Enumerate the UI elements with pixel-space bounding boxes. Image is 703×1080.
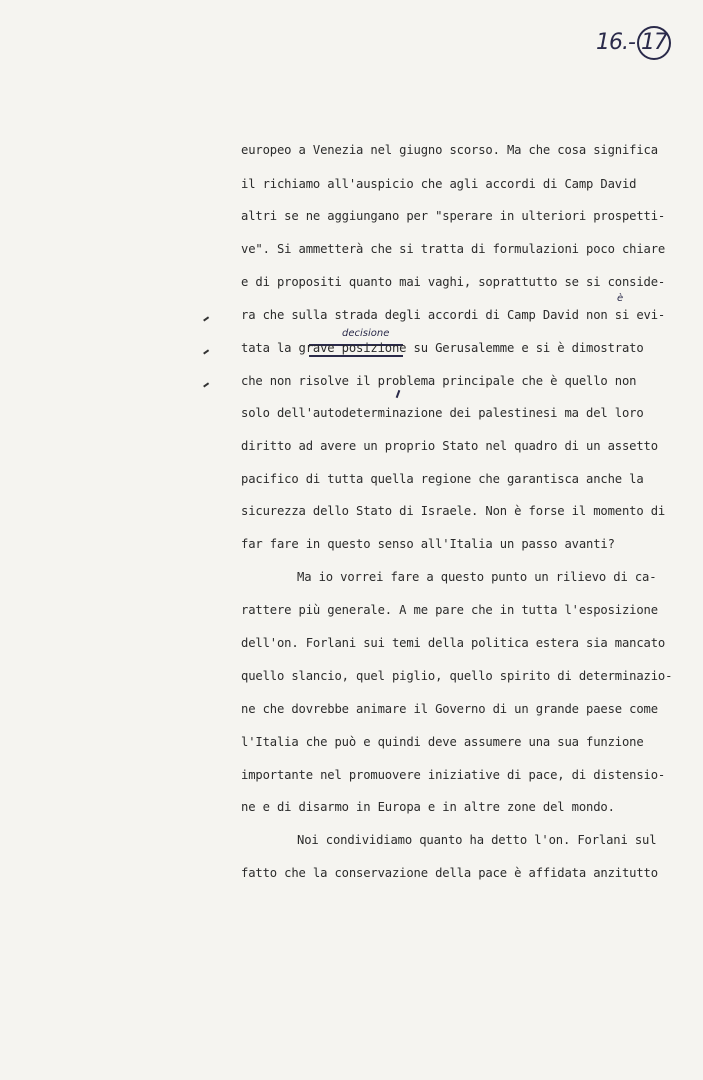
handwritten-comma xyxy=(396,390,401,398)
text-line: dell'on. Forlani sui temi della politica estera sia mancato xyxy=(241,636,666,650)
text-line: ra che sulla strada degli accordi di Camp David non si evi- xyxy=(241,308,666,322)
margin-mark xyxy=(203,316,209,321)
text-line: il richiamo all'auspicio che agli accordi di Camp David xyxy=(241,177,637,191)
text-line: ne che dovrebbe animare il Governo di un grande paese come xyxy=(241,702,658,716)
page-number-prefix: 16.- xyxy=(596,30,635,55)
page-number-circled: 17 xyxy=(637,26,671,60)
text-line: fatto che la conservazione della pace è affidata anzitutto xyxy=(241,866,658,880)
margin-mark xyxy=(203,382,209,387)
margin-mark xyxy=(203,349,209,354)
text-line: che non risolve il problema principale che è quello non xyxy=(241,374,637,388)
text-line: Noi condividiamo quanto ha detto l'on. Forlani sul xyxy=(297,833,657,847)
text-line: e di propositi quanto mai vaghi, soprattutto se si conside- xyxy=(241,275,666,289)
text-line: pacifico di tutta quella regione che garantisca anche la xyxy=(241,472,644,486)
text-line: sicurezza dello Stato di Israele. Non è forse il momento di xyxy=(241,504,666,518)
handwritten-correction: decisione xyxy=(342,328,390,339)
handwritten-accent: è xyxy=(617,293,624,304)
text-line: far fare in questo senso all'Italia un passo avanti? xyxy=(241,537,615,551)
text-line: solo dell'autodeterminazione dei palestinesi ma del loro xyxy=(241,406,644,420)
text-line: diritto ad avere un proprio Stato nel quadro di un assetto xyxy=(241,439,658,453)
text-line: europeo a Venezia nel giugno scorso. Ma che cosa significa xyxy=(241,143,658,157)
text-line: l'Italia che può e quindi deve assumere una sua funzione xyxy=(241,735,644,749)
text-line: quello slancio, quel piglio, quello spirito di determinazio- xyxy=(241,669,673,683)
text-line: Ma io vorrei fare a questo punto un rilievo di ca- xyxy=(297,570,657,584)
text-line: importante nel promuovere iniziative di pace, di distensio- xyxy=(241,768,666,782)
text-line: ne e di disarmo in Europa e in altre zone del mondo. xyxy=(241,800,615,814)
text-line: altri se ne aggiungano per "sperare in ulteriori prospetti- xyxy=(241,209,666,223)
text-line: ve". Si ammetterà che si tratta di formulazioni poco chiare xyxy=(241,242,666,256)
page-number xyxy=(596,26,671,60)
text-line: rattere più generale. A me pare che in tutta l'esposizione xyxy=(241,603,658,617)
text-line: tata la grave posizione su Gerusalemme e si è dimostrato xyxy=(241,341,644,355)
